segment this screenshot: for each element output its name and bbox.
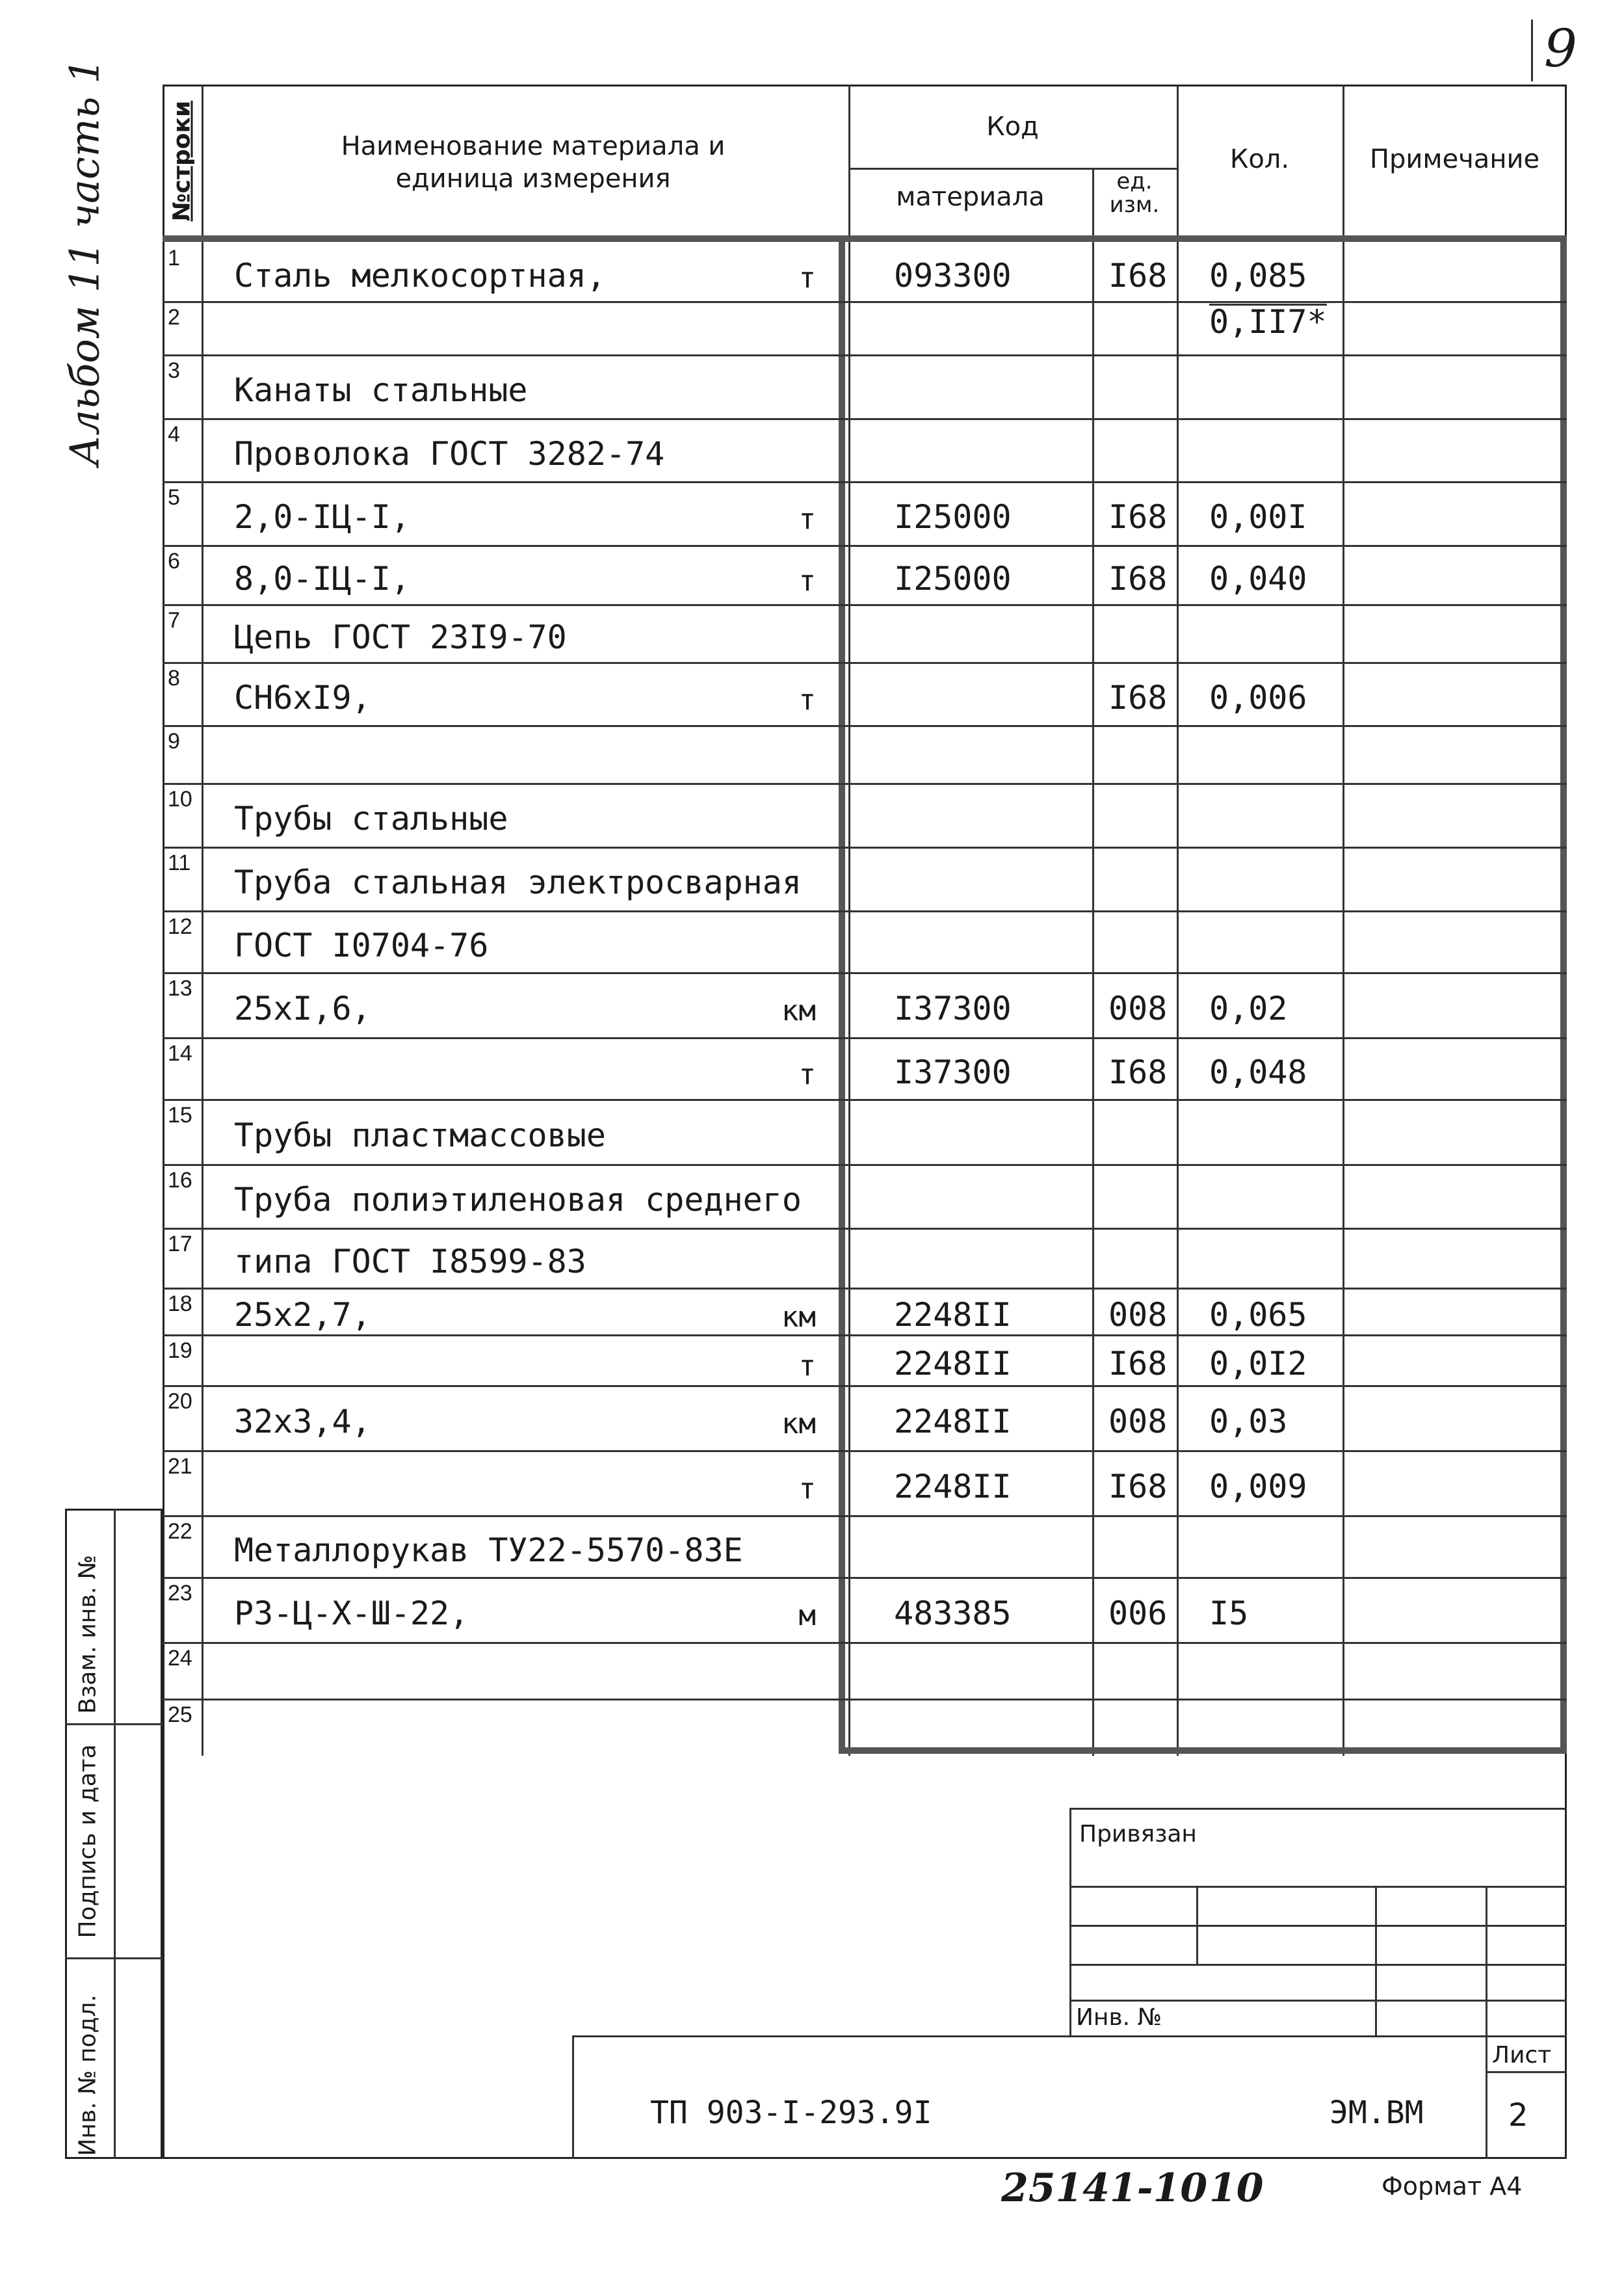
archive-number: 25141-10	[1001, 2165, 1208, 2211]
row-number: 11	[168, 851, 191, 875]
material-name: Трубы пластмассовые	[234, 1117, 606, 1154]
row-divider	[163, 1099, 1567, 1101]
inv-no-label: Инв. №	[1076, 2004, 1162, 2031]
row-divider	[163, 1164, 1567, 1166]
row-divider	[163, 354, 1567, 356]
unit-code: I68	[1108, 678, 1168, 717]
row-divider	[163, 1288, 1567, 1290]
unit-code: I68	[1108, 1345, 1168, 1383]
row-divider	[163, 910, 1567, 912]
side-stamp-vzam: Взам. инв. №	[74, 1555, 101, 1714]
unit-label: т	[798, 1472, 816, 1505]
unit-label: т	[798, 564, 816, 598]
row-number: 15	[168, 1103, 192, 1128]
material-code: 2248II	[894, 1403, 1012, 1440]
row-divider	[163, 1699, 1567, 1700]
unit-label: км	[781, 1301, 816, 1334]
material-name: 8,0-IЦ-I,	[234, 559, 410, 598]
row-divider	[163, 847, 1567, 849]
row-number: 23	[168, 1581, 192, 1606]
row-divider	[163, 1642, 1567, 1644]
quantity: 0,009	[1209, 1468, 1307, 1505]
unit-label: т	[798, 1349, 816, 1383]
row-divider	[163, 1385, 1567, 1387]
row-number: 16	[168, 1168, 192, 1193]
unit-label: т	[798, 503, 816, 536]
sheet-number: 2	[1508, 2097, 1528, 2134]
material-name: Канаты стальные	[234, 371, 528, 409]
quantity: 0,0I2	[1209, 1345, 1307, 1383]
material-name: Труба стальная электросварная	[234, 864, 802, 901]
material-code: 093300	[894, 256, 1012, 295]
unit-label: т	[798, 683, 816, 717]
quantity: 0,02	[1209, 990, 1288, 1027]
material-name: Трубы стальные	[234, 800, 508, 838]
row-divider	[163, 418, 1567, 420]
row-number: 24	[168, 1646, 192, 1671]
row-number: 3	[168, 358, 180, 383]
row-number: 18	[168, 1291, 192, 1316]
list-label: Лист	[1492, 2042, 1552, 2069]
margin-note: Альбом 11 часть 1	[60, 58, 109, 466]
row-number-header: №строки	[168, 100, 196, 222]
material-name: типа ГОСТ I8599-83	[234, 1243, 586, 1280]
row-number: 12	[168, 914, 192, 939]
row-divider	[163, 1334, 1567, 1336]
row-divider	[163, 481, 1567, 483]
quantity: 0,065	[1209, 1296, 1307, 1334]
row-divider	[163, 545, 1567, 547]
quantity: 0,040	[1209, 559, 1307, 598]
code-unit-header: ед. изм.	[1109, 168, 1160, 218]
row-number: 6	[168, 549, 180, 574]
row-divider	[163, 1037, 1567, 1039]
row-number: 8	[168, 666, 180, 691]
row-number: 25	[168, 1702, 192, 1727]
code-header: Код	[986, 112, 1039, 142]
material-name: Цепь ГОСТ 23I9-70	[234, 618, 567, 656]
row-number: 17	[168, 1232, 192, 1256]
material-name: 2,0-IЦ-I,	[234, 498, 410, 536]
material-name: Сталь мелкосортная,	[234, 256, 606, 295]
row-number: 21	[168, 1454, 192, 1479]
side-stamp-podpis: Подпись и дата	[74, 1744, 101, 1938]
unit-code: I68	[1108, 256, 1168, 295]
row-number: 22	[168, 1519, 192, 1544]
note-header: Примечание	[1369, 144, 1540, 174]
material-code: 2248II	[894, 1345, 1012, 1383]
material-code: I37300	[894, 990, 1012, 1027]
unit-code: 008	[1108, 990, 1168, 1027]
material-code: I37300	[894, 1053, 1012, 1091]
quantity: 0,006	[1209, 678, 1307, 717]
row-number: 14	[168, 1041, 192, 1066]
doc-code: ТП 903-I-293.9I	[650, 2095, 932, 2131]
row-number: 13	[168, 976, 192, 1001]
unit-code: I68	[1108, 559, 1168, 598]
side-stamp-inv-podl: Инв. № подл.	[74, 1994, 101, 2156]
quantity: 0,II7*	[1209, 303, 1327, 341]
page-number: 9	[1544, 18, 1577, 79]
unit-label: км	[781, 1407, 816, 1440]
quantity: I5	[1209, 1594, 1249, 1632]
quantity: 0,00I	[1209, 498, 1307, 536]
page-number-rule	[1531, 20, 1533, 81]
quantity: 0,048	[1209, 1053, 1307, 1091]
quantity-header: Кол.	[1229, 144, 1290, 174]
row-number: 10	[168, 787, 192, 812]
row-divider	[163, 725, 1567, 727]
material-code: 2248II	[894, 1296, 1012, 1334]
row-divider	[163, 1450, 1567, 1452]
row-divider	[163, 301, 1567, 303]
material-name: Металлорукав ТУ22-5570-83Е	[234, 1531, 743, 1569]
material-name: ГОСТ I0704-76	[234, 926, 489, 964]
unit-code: 008	[1108, 1403, 1168, 1440]
privyazan-label: Привязан	[1079, 1821, 1197, 1847]
unit-label: т	[798, 1057, 816, 1091]
unit-label: т	[798, 261, 816, 295]
material-name: Труба полиэтиленовая среднего	[234, 1181, 802, 1219]
unit-code: 006	[1108, 1594, 1168, 1632]
row-number: 4	[168, 422, 180, 447]
material-name: Проволока ГОСТ 3282-74	[234, 434, 665, 473]
quantity: 0,085	[1209, 256, 1307, 295]
format-label: Формат А4	[1382, 2172, 1523, 2201]
unit-code: I68	[1108, 1053, 1168, 1091]
row-divider	[163, 1228, 1567, 1230]
row-divider	[163, 972, 1567, 974]
material-code: I25000	[894, 559, 1012, 598]
row-number: 7	[168, 608, 180, 633]
unit-code: 008	[1108, 1296, 1168, 1334]
doc-mark: ЭМ.ВМ	[1329, 2095, 1424, 2131]
material-name: Р3-Ц-Х-Ш-22,	[234, 1594, 469, 1632]
row-number: 19	[168, 1338, 192, 1363]
code-material-header: материала	[896, 182, 1045, 212]
unit-code: I68	[1108, 1468, 1168, 1505]
material-name: СН6хI9,	[234, 678, 371, 717]
material-name: 25хI,6,	[234, 990, 371, 1027]
material-code: 483385	[894, 1594, 1012, 1632]
unit-code: I68	[1108, 498, 1168, 536]
material-code: 2248II	[894, 1468, 1012, 1505]
material-name: 25х2,7,	[234, 1296, 371, 1334]
row-number: 20	[168, 1389, 192, 1414]
unit-label: м	[798, 1599, 816, 1632]
material-code: I25000	[894, 498, 1012, 536]
material-name-header: Наименование материала и единица измерения	[341, 131, 726, 194]
row-divider	[163, 662, 1567, 664]
row-number: 9	[168, 729, 180, 754]
row-number: 1	[168, 246, 180, 271]
row-divider	[163, 783, 1567, 785]
row-number: 5	[168, 485, 180, 510]
row-divider	[163, 1577, 1567, 1579]
copy-number: 10	[1209, 2165, 1264, 2211]
row-divider	[163, 1515, 1567, 1517]
row-number: 2	[168, 305, 180, 330]
material-name: 32х3,4,	[234, 1403, 371, 1440]
row-divider	[163, 604, 1567, 606]
quantity: 0,03	[1209, 1403, 1288, 1440]
unit-label: км	[781, 994, 816, 1027]
